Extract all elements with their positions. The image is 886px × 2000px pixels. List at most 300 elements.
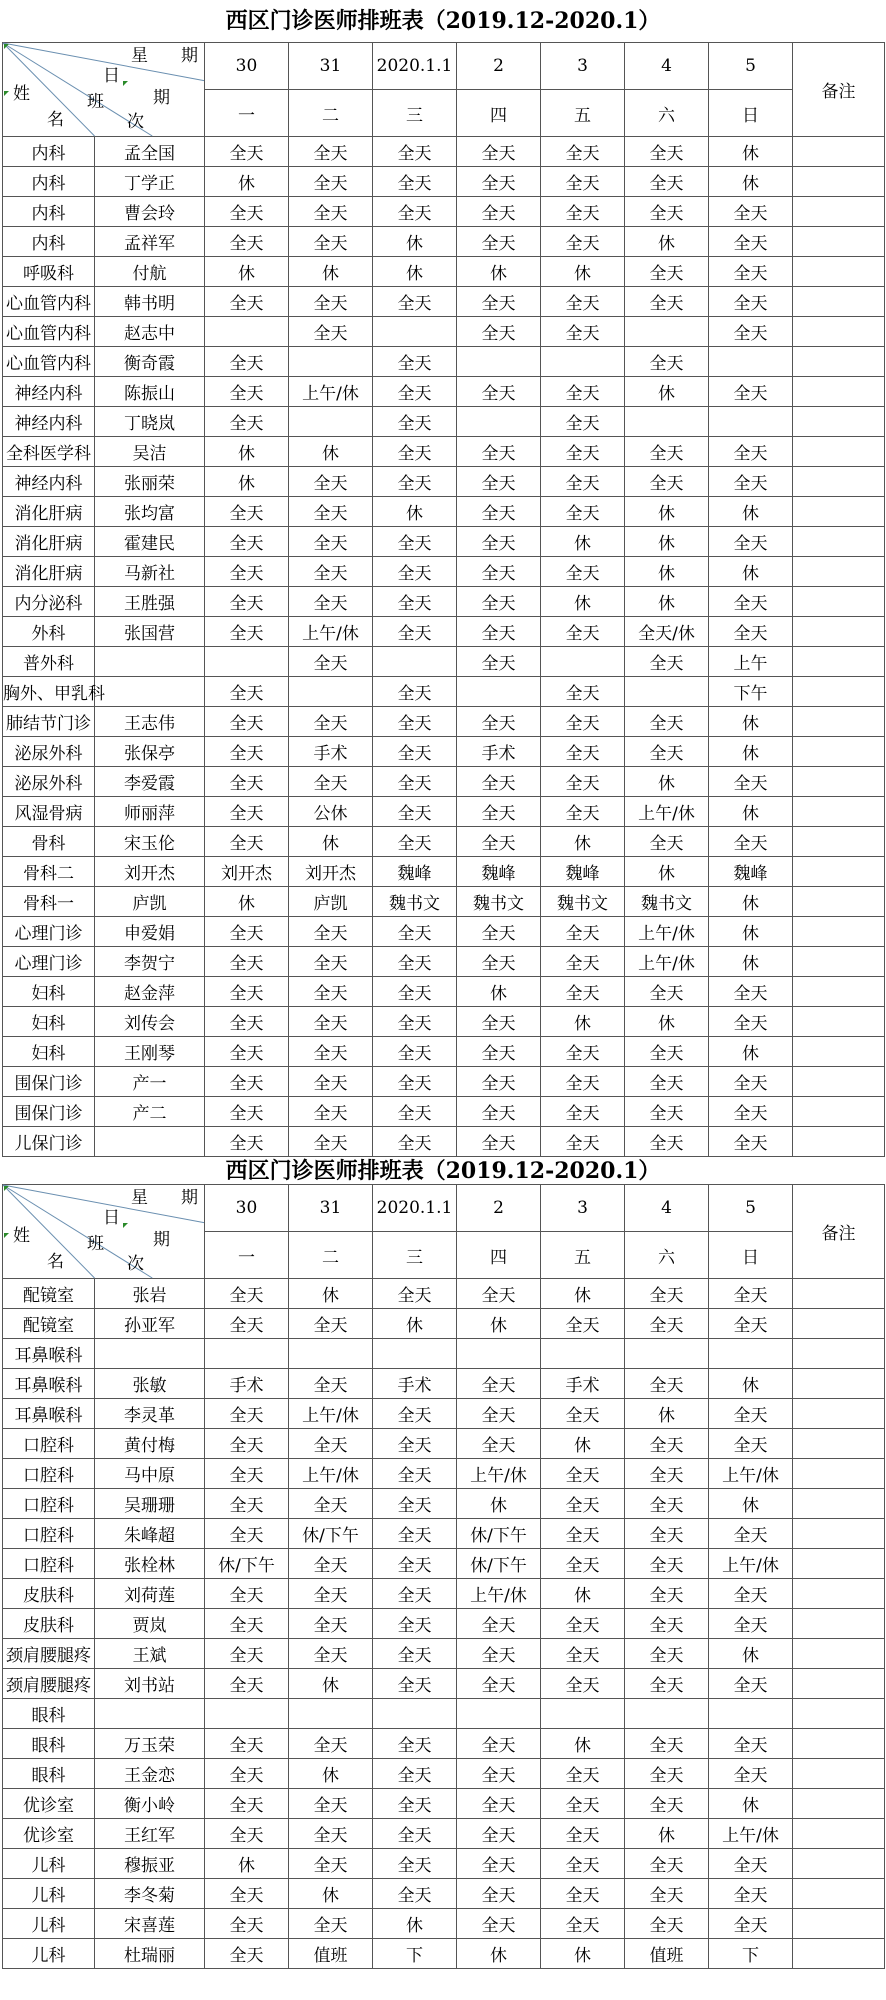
doctor-cell: 王金恋 — [95, 1759, 205, 1789]
department-cell: 内科 — [3, 197, 95, 227]
shift-cell: 全天 — [709, 1759, 793, 1789]
shift-cell: 全天 — [289, 497, 373, 527]
shift-cell: 全天 — [289, 1429, 373, 1459]
department-cell: 皮肤科 — [3, 1609, 95, 1639]
shift-cell: 全天 — [625, 1729, 709, 1759]
shift-cell: 上午/休 — [709, 1549, 793, 1579]
shift-cell: 全天 — [205, 1067, 289, 1097]
shift-cell: 全天 — [205, 1789, 289, 1819]
corner-label-xing: 星 — [131, 46, 148, 66]
shift-cell: 魏书文 — [457, 887, 541, 917]
remark-cell — [793, 1849, 885, 1879]
shift-cell: 全天 — [457, 1669, 541, 1699]
remark-cell — [793, 1639, 885, 1669]
shift-cell: 休 — [709, 707, 793, 737]
table-row — [3, 947, 885, 977]
department-cell: 消化肝病 — [3, 527, 95, 557]
header-corner-cell — [3, 1185, 205, 1279]
shift-cell: 全天 — [205, 1037, 289, 1067]
table-row — [3, 1759, 885, 1789]
department-cell: 心血管内科 — [3, 317, 95, 347]
remark-cell — [793, 317, 885, 347]
shift-cell: 全天 — [373, 1037, 457, 1067]
table-row — [3, 1789, 885, 1819]
shift-cell: 休 — [625, 1007, 709, 1037]
shift-cell: 全天 — [289, 1489, 373, 1519]
shift-cell: 休 — [709, 557, 793, 587]
doctor-cell: 刘荷莲 — [95, 1579, 205, 1609]
department-cell: 配镜室 — [3, 1279, 95, 1309]
table-row — [3, 1339, 885, 1369]
shift-cell: 全天 — [625, 647, 709, 677]
shift-cell: 休 — [709, 1789, 793, 1819]
shift-cell: 全天 — [373, 377, 457, 407]
shift-cell: 全天 — [373, 527, 457, 557]
department-cell: 呼吸科 — [3, 257, 95, 287]
shift-cell: 全天 — [373, 587, 457, 617]
department-cell: 骨科 — [3, 827, 95, 857]
doctor-cell: 张敏 — [95, 1369, 205, 1399]
shift-cell: 全天 — [709, 1729, 793, 1759]
shift-cell — [709, 1699, 793, 1729]
shift-cell — [289, 1699, 373, 1729]
shift-cell: 全天 — [457, 1819, 541, 1849]
remark-cell — [793, 677, 885, 707]
shift-cell: 全天 — [541, 437, 625, 467]
shift-cell — [541, 1699, 625, 1729]
shift-cell — [373, 647, 457, 677]
shift-cell — [457, 407, 541, 437]
shift-cell: 休 — [373, 497, 457, 527]
table-row — [3, 1909, 885, 1939]
cell-marker — [4, 44, 9, 49]
table-row — [3, 1729, 885, 1759]
shift-cell: 全天 — [373, 1789, 457, 1819]
shift-cell: 全天 — [625, 1037, 709, 1067]
shift-cell: 休 — [373, 227, 457, 257]
shift-cell: 全天 — [205, 1609, 289, 1639]
shift-cell: 全天 — [709, 257, 793, 287]
shift-cell: 全天 — [541, 1037, 625, 1067]
shift-cell: 全天 — [205, 527, 289, 557]
shift-cell: 全天 — [457, 227, 541, 257]
shift-cell: 休 — [373, 1309, 457, 1339]
table-row — [3, 287, 885, 317]
doctor-cell: 万玉荣 — [95, 1729, 205, 1759]
shift-cell: 全天 — [373, 827, 457, 857]
shift-cell: 上午/休 — [709, 1819, 793, 1849]
table-row — [3, 1639, 885, 1669]
remark-cell — [793, 1369, 885, 1399]
doctor-cell: 陈振山 — [95, 377, 205, 407]
table-row — [3, 917, 885, 947]
shift-cell: 全天 — [625, 1609, 709, 1639]
department-cell: 儿科 — [3, 1939, 95, 1969]
shift-cell: 全天 — [541, 1759, 625, 1789]
shift-cell: 全天 — [205, 1097, 289, 1127]
shift-cell: 全天 — [625, 827, 709, 857]
shift-cell: 全天 — [205, 497, 289, 527]
department-cell: 妇科 — [3, 1007, 95, 1037]
shift-cell: 全天 — [625, 1759, 709, 1789]
shift-cell: 全天 — [289, 227, 373, 257]
shift-cell: 休 — [457, 1309, 541, 1339]
department-cell: 胸外、甲乳科 — [3, 677, 95, 707]
shift-cell: 全天 — [457, 197, 541, 227]
shift-cell: 全天 — [289, 287, 373, 317]
shift-cell: 全天 — [373, 1549, 457, 1579]
shift-cell: 休 — [709, 137, 793, 167]
shift-cell: 全天 — [205, 1879, 289, 1909]
shift-cell: 全天 — [625, 287, 709, 317]
table-row — [3, 1699, 885, 1729]
shift-cell: 全天 — [289, 1579, 373, 1609]
shift-cell: 下午 — [709, 677, 793, 707]
shift-cell: 上午/休 — [289, 1459, 373, 1489]
doctor-cell: 张保亭 — [95, 737, 205, 767]
shift-cell: 休 — [709, 497, 793, 527]
remark-cell — [793, 1729, 885, 1759]
shift-cell: 全天 — [709, 1579, 793, 1609]
shift-cell: 全天 — [709, 1097, 793, 1127]
shift-cell: 休/下午 — [289, 1519, 373, 1549]
shift-cell: 魏峰 — [373, 857, 457, 887]
weekday-header: 日 — [709, 1232, 793, 1279]
weekday-header: 六 — [625, 90, 709, 137]
shift-cell: 全天 — [373, 167, 457, 197]
shift-cell: 全天 — [625, 347, 709, 377]
shift-cell: 全天 — [289, 1729, 373, 1759]
table-row — [3, 1849, 885, 1879]
doctor-cell: 孙亚军 — [95, 1309, 205, 1339]
shift-cell: 休 — [205, 257, 289, 287]
shift-cell: 全天 — [205, 1939, 289, 1969]
table-row — [3, 1939, 885, 1969]
shift-cell: 全天 — [373, 137, 457, 167]
shift-cell: 全天 — [625, 1097, 709, 1127]
remark-cell — [793, 1007, 885, 1037]
shift-cell: 全天 — [625, 1067, 709, 1097]
corner-label-ban: 班 — [87, 1234, 104, 1254]
shift-cell: 刘开杰 — [289, 857, 373, 887]
shift-cell: 全天 — [541, 947, 625, 977]
corner-label-ri: 日 — [103, 1208, 120, 1228]
corner-label-qi2: 期 — [153, 1230, 170, 1250]
doctor-cell — [95, 677, 205, 707]
shift-cell: 全天 — [205, 137, 289, 167]
remark-cell — [793, 1459, 885, 1489]
shift-cell: 全天 — [625, 1579, 709, 1609]
shift-cell — [457, 1339, 541, 1369]
shift-cell: 全天 — [205, 1399, 289, 1429]
corner-label-qi2: 期 — [153, 88, 170, 108]
shift-cell: 全天 — [709, 1127, 793, 1157]
shift-cell: 休 — [709, 167, 793, 197]
diagonal-lines — [3, 43, 204, 136]
shift-cell — [625, 407, 709, 437]
shift-cell: 全天 — [625, 1309, 709, 1339]
shift-cell: 全天 — [541, 1879, 625, 1909]
date-header: 2020.1.1 — [373, 1185, 457, 1232]
shift-cell: 手术 — [373, 1369, 457, 1399]
shift-cell: 休 — [709, 1037, 793, 1067]
doctor-cell: 赵金萍 — [95, 977, 205, 1007]
shift-cell — [289, 407, 373, 437]
shift-cell: 休 — [541, 1729, 625, 1759]
shift-cell: 全天 — [541, 1909, 625, 1939]
remark-cell — [793, 1489, 885, 1519]
table-row — [3, 407, 885, 437]
shift-cell: 魏书文 — [541, 887, 625, 917]
remark-cell — [793, 1609, 885, 1639]
doctor-cell: 马新社 — [95, 557, 205, 587]
shift-cell: 上午/休 — [457, 1459, 541, 1489]
shift-cell: 全天 — [289, 947, 373, 977]
shift-cell: 全天 — [457, 137, 541, 167]
shift-cell: 休 — [373, 1909, 457, 1939]
weekday-header: 三 — [373, 90, 457, 137]
shift-cell: 全天 — [625, 1789, 709, 1819]
shift-cell: 全天 — [205, 1819, 289, 1849]
table-row — [3, 1489, 885, 1519]
table-row — [3, 227, 885, 257]
shift-cell — [289, 677, 373, 707]
shift-cell: 全天 — [457, 1037, 541, 1067]
shift-cell: 休 — [457, 1489, 541, 1519]
shift-cell: 全天 — [625, 1639, 709, 1669]
shift-cell: 休 — [625, 1819, 709, 1849]
department-cell: 儿科 — [3, 1909, 95, 1939]
shift-cell: 全天 — [373, 1579, 457, 1609]
remark-cell — [793, 797, 885, 827]
shift-cell: 全天 — [289, 1037, 373, 1067]
shift-cell: 全天 — [457, 917, 541, 947]
table-row — [3, 317, 885, 347]
shift-cell: 全天 — [205, 797, 289, 827]
department-cell: 泌尿外科 — [3, 737, 95, 767]
shift-cell: 全天 — [373, 287, 457, 317]
shift-cell: 魏书文 — [625, 887, 709, 917]
shift-cell: 全天 — [205, 1459, 289, 1489]
doctor-cell: 黄付梅 — [95, 1429, 205, 1459]
department-cell: 全科医学科 — [3, 437, 95, 467]
remark-cell — [793, 947, 885, 977]
shift-cell: 全天 — [625, 1459, 709, 1489]
shift-cell: 全天 — [373, 1609, 457, 1639]
doctor-cell: 付航 — [95, 257, 205, 287]
shift-cell — [373, 1339, 457, 1369]
department-cell: 围保门诊 — [3, 1097, 95, 1127]
remark-cell — [793, 407, 885, 437]
shift-cell: 全天 — [541, 737, 625, 767]
shift-cell: 休 — [625, 857, 709, 887]
shift-cell: 全天 — [373, 977, 457, 1007]
doctor-cell: 刘传会 — [95, 1007, 205, 1037]
shift-cell: 全天 — [205, 287, 289, 317]
remark-cell — [793, 1429, 885, 1459]
shift-cell: 全天 — [373, 347, 457, 377]
shift-cell: 休 — [541, 1279, 625, 1309]
doctor-cell: 衡小岭 — [95, 1789, 205, 1819]
shift-cell: 全天 — [205, 1489, 289, 1519]
shift-cell: 全天 — [373, 1819, 457, 1849]
shift-cell: 全天 — [457, 647, 541, 677]
department-cell: 优诊室 — [3, 1789, 95, 1819]
shift-cell — [541, 1339, 625, 1369]
shift-cell: 手术 — [541, 1369, 625, 1399]
table-row — [3, 1007, 885, 1037]
shift-cell: 休 — [541, 527, 625, 557]
shift-cell: 手术 — [457, 737, 541, 767]
shift-cell: 全天 — [541, 1519, 625, 1549]
shift-cell: 全天 — [625, 707, 709, 737]
department-cell: 口腔科 — [3, 1459, 95, 1489]
shift-cell: 全天 — [205, 617, 289, 647]
shift-cell: 全天 — [373, 557, 457, 587]
shift-cell: 全天 — [709, 977, 793, 1007]
shift-cell: 全天 — [373, 707, 457, 737]
shift-cell: 魏峰 — [457, 857, 541, 887]
table-row — [3, 167, 885, 197]
shift-cell: 全天 — [205, 1639, 289, 1669]
shift-cell: 下 — [373, 1939, 457, 1969]
shift-cell — [625, 677, 709, 707]
table-row — [3, 857, 885, 887]
shift-cell: 休 — [709, 737, 793, 767]
shift-cell: 魏峰 — [541, 857, 625, 887]
doctor-cell: 韩书明 — [95, 287, 205, 317]
shift-cell — [709, 407, 793, 437]
date-header: 3 — [541, 1185, 625, 1232]
weekday-header: 四 — [457, 90, 541, 137]
shift-cell: 休 — [625, 377, 709, 407]
shift-cell: 全天 — [205, 587, 289, 617]
doctor-cell: 马中原 — [95, 1459, 205, 1489]
table-row — [3, 347, 885, 377]
shift-cell: 全天 — [373, 1127, 457, 1157]
corner-label-ri: 日 — [103, 66, 120, 86]
shift-cell: 全天 — [373, 1759, 457, 1789]
shift-cell: 全天 — [541, 497, 625, 527]
shift-cell: 全天 — [457, 1067, 541, 1097]
shift-cell: 全天 — [541, 1399, 625, 1429]
department-cell: 妇科 — [3, 977, 95, 1007]
remark-cell — [793, 1879, 885, 1909]
shift-cell: 全天 — [625, 167, 709, 197]
shift-cell: 全天 — [205, 677, 289, 707]
date-header: 30 — [205, 1185, 289, 1232]
corner-label-xing-name: 姓 — [13, 1226, 30, 1246]
remark-cell — [793, 227, 885, 257]
shift-cell: 休/下午 — [457, 1519, 541, 1549]
weekday-header: 日 — [709, 90, 793, 137]
doctor-cell: 丁晓岚 — [95, 407, 205, 437]
doctor-cell: 张国营 — [95, 617, 205, 647]
shift-cell: 全天 — [373, 1639, 457, 1669]
corner-label-xing-name: 姓 — [13, 84, 30, 104]
shift-cell: 全天 — [373, 1669, 457, 1699]
remark-cell — [793, 167, 885, 197]
shift-cell: 全天 — [625, 1429, 709, 1459]
corner-label-xing: 星 — [131, 1188, 148, 1208]
cell-marker — [123, 1223, 128, 1228]
remark-cell — [793, 1699, 885, 1729]
department-cell: 眼科 — [3, 1699, 95, 1729]
shift-cell: 全天 — [457, 707, 541, 737]
doctor-cell: 刘开杰 — [95, 857, 205, 887]
remark-cell — [793, 617, 885, 647]
shift-cell: 全天 — [709, 437, 793, 467]
table-row — [3, 497, 885, 527]
table-row — [3, 617, 885, 647]
shift-cell: 全天 — [625, 1279, 709, 1309]
remark-cell — [793, 1519, 885, 1549]
shift-cell: 全天 — [541, 137, 625, 167]
shift-cell: 庐凯 — [289, 887, 373, 917]
shift-cell — [205, 317, 289, 347]
shift-cell: 全天 — [709, 1879, 793, 1909]
shift-cell: 全天 — [373, 1429, 457, 1459]
table-row — [3, 527, 885, 557]
shift-cell: 全天 — [541, 1067, 625, 1097]
shift-cell: 休 — [625, 557, 709, 587]
shift-cell: 全天 — [709, 1609, 793, 1639]
shift-cell: 全天 — [205, 707, 289, 737]
shift-cell: 全天 — [373, 1459, 457, 1489]
shift-cell: 全天 — [289, 977, 373, 1007]
shift-cell: 全天 — [625, 1519, 709, 1549]
shift-cell: 休 — [205, 437, 289, 467]
remark-cell — [793, 1909, 885, 1939]
shift-cell: 全天 — [541, 1789, 625, 1819]
doctor-cell: 师丽萍 — [95, 797, 205, 827]
shift-cell: 全天 — [205, 1279, 289, 1309]
shift-cell — [289, 1339, 373, 1369]
shift-cell: 全天 — [541, 1489, 625, 1519]
doctor-cell: 朱峰超 — [95, 1519, 205, 1549]
shift-cell: 全天 — [373, 407, 457, 437]
shift-cell: 全天 — [709, 587, 793, 617]
shift-cell: 全天 — [289, 1909, 373, 1939]
doctor-cell: 穆振亚 — [95, 1849, 205, 1879]
shift-cell: 休/下午 — [205, 1549, 289, 1579]
shift-cell: 全天 — [457, 827, 541, 857]
doctor-cell: 贾岚 — [95, 1609, 205, 1639]
shift-cell: 全天 — [541, 767, 625, 797]
department-cell: 颈肩腰腿疼 — [3, 1639, 95, 1669]
table-row — [3, 1609, 885, 1639]
shift-cell: 全天 — [625, 1909, 709, 1939]
shift-cell: 全天 — [289, 1639, 373, 1669]
department-cell: 口腔科 — [3, 1429, 95, 1459]
table-row — [3, 137, 885, 167]
doctor-cell: 孟祥军 — [95, 227, 205, 257]
shift-cell: 全天 — [457, 1849, 541, 1879]
shift-cell: 手术 — [289, 737, 373, 767]
doctor-cell: 张丽荣 — [95, 467, 205, 497]
table-row — [3, 467, 885, 497]
shift-cell: 全天 — [205, 347, 289, 377]
shift-cell: 全天 — [457, 557, 541, 587]
department-cell: 耳鼻喉科 — [3, 1339, 95, 1369]
shift-cell: 上午/休 — [457, 1579, 541, 1609]
cell-marker — [123, 81, 128, 86]
remark-cell — [793, 1399, 885, 1429]
shift-cell: 全天 — [541, 197, 625, 227]
shift-cell: 全天 — [541, 557, 625, 587]
shift-cell: 全天 — [289, 1309, 373, 1339]
weekday-header: 四 — [457, 1232, 541, 1279]
